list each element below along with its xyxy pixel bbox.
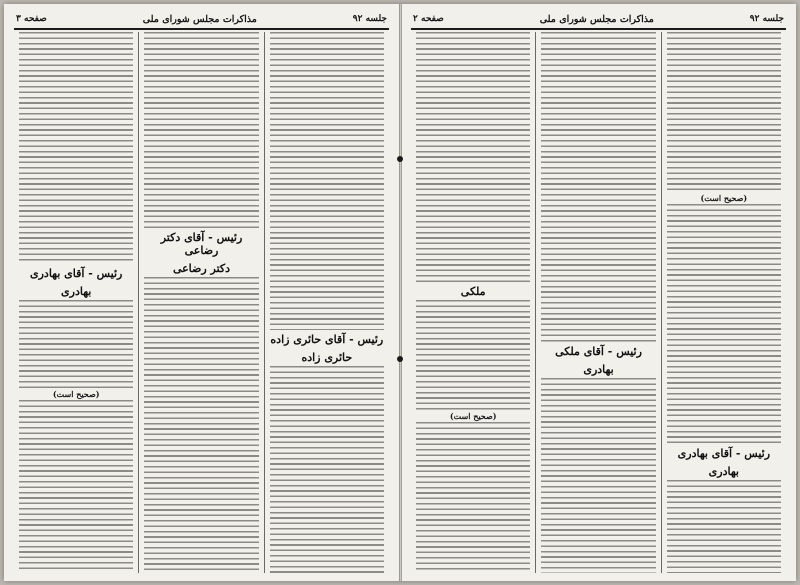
speaker-heading: بهادری (541, 360, 655, 378)
text-block (416, 300, 530, 410)
text-block (416, 422, 530, 573)
text-block (667, 480, 781, 573)
text-block (270, 32, 384, 330)
left-column-1 (265, 32, 389, 573)
right-header-title: مذاکرات مجلس شورای ملی (539, 13, 654, 25)
interjection: (صحیح است) (667, 192, 781, 204)
interjection: (صحیح است) (416, 410, 530, 422)
speaker-heading: رئیس - آقای دکتر رضاعی (144, 228, 258, 259)
right-column-1 (662, 32, 786, 573)
right-header-session: جلسه ۹۲ (749, 14, 784, 24)
text-block (270, 366, 384, 573)
left-header-title: مذاکرات مجلس شورای ملی (142, 13, 257, 25)
page-gutter (399, 4, 402, 581)
left-column-3 (14, 32, 139, 573)
speaker-heading: ملکی (416, 282, 530, 300)
speaker-heading: بهادری (667, 462, 781, 480)
right-page-header (411, 10, 786, 30)
text-block (19, 300, 133, 388)
speaker-heading: رئیس - آقای بهادری (667, 444, 781, 462)
interjection: (صحیح است) (19, 388, 133, 400)
binding-hole (397, 356, 403, 362)
text-block (144, 277, 258, 573)
left-page-columns (14, 32, 389, 573)
speaker-heading: رئیس - آقای بهادری (19, 264, 133, 282)
text-block (416, 32, 530, 282)
left-column-2 (139, 32, 264, 573)
left-header-session: جلسه ۹۲ (352, 14, 387, 24)
speaker-heading: رئیس - آقای حائری زاده (270, 330, 384, 348)
right-column-3 (411, 32, 536, 573)
text-block (541, 32, 655, 342)
speaker-heading: بهادری (19, 282, 133, 300)
text-block (19, 32, 133, 264)
document-spread (4, 4, 796, 581)
right-page-columns (411, 32, 786, 573)
text-block (541, 378, 655, 573)
right-page (400, 4, 796, 581)
speaker-heading: دکتر رضاعی (144, 259, 258, 277)
left-page (4, 4, 400, 581)
left-page-header (14, 10, 389, 30)
right-column-2 (536, 32, 661, 573)
text-block (19, 400, 133, 573)
speaker-heading: رئیس - آقای ملکی (541, 342, 655, 360)
right-header-page-number: صفحه ۲ (413, 14, 444, 24)
binding-hole (397, 156, 403, 162)
text-block (144, 32, 258, 228)
left-header-page-number: صفحه ۳ (16, 14, 47, 24)
speaker-heading: حائری زاده (270, 348, 384, 366)
text-block (667, 204, 781, 444)
text-block (667, 32, 781, 192)
